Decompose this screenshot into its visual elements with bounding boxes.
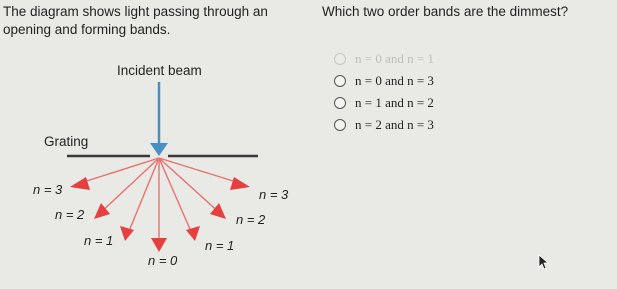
question-text: The diagram shows light passing through an opening and forming bands. bbox=[3, 4, 268, 37]
ray-left-1 bbox=[127, 158, 159, 236]
arrowhead-left-3 bbox=[70, 177, 90, 190]
ray-left-2 bbox=[98, 158, 159, 215]
grating-label: Grating bbox=[44, 134, 89, 149]
option-n2-n3[interactable] bbox=[334, 114, 434, 136]
answer-options bbox=[334, 48, 434, 136]
arrowhead-right-1 bbox=[186, 226, 200, 241]
option-label: n = 1 and n = 2 bbox=[355, 95, 434, 110]
prompt-text: Which two order bands are the dimmest? bbox=[322, 4, 569, 19]
option-n1-n2[interactable] bbox=[334, 92, 434, 114]
arrowhead-center-0 bbox=[151, 238, 167, 252]
radio-button[interactable] bbox=[334, 97, 346, 109]
order-label-right-2: n = 2 bbox=[236, 212, 266, 227]
option-n0-n3[interactable] bbox=[334, 70, 434, 92]
incident-beam-arrow bbox=[150, 143, 168, 156]
option-label: n = 2 and n = 3 bbox=[355, 117, 434, 132]
order-label-left-2: n = 2 bbox=[55, 207, 85, 222]
option-n0-n1[interactable] bbox=[334, 48, 434, 70]
order-label-left-3: n = 3 bbox=[33, 182, 63, 197]
radio-button[interactable] bbox=[334, 53, 346, 65]
option-label: n = 0 and n = 1 bbox=[355, 51, 434, 66]
order-label-center-0: n = 0 bbox=[148, 253, 178, 268]
radio-button[interactable] bbox=[334, 75, 346, 87]
arrowhead-left-1 bbox=[120, 226, 134, 241]
ray-right-1 bbox=[159, 158, 193, 236]
arrow-pointer-icon bbox=[538, 254, 550, 270]
arrowhead-right-3 bbox=[230, 177, 250, 190]
incident-beam-label: Incident beam bbox=[117, 63, 202, 78]
order-label-right-3: n = 3 bbox=[259, 187, 289, 202]
radio-button[interactable] bbox=[334, 119, 346, 131]
option-label: n = 0 and n = 3 bbox=[355, 73, 434, 88]
ray-right-2 bbox=[159, 158, 222, 215]
order-label-left-1: n = 1 bbox=[84, 233, 114, 248]
order-label-right-1: n = 1 bbox=[205, 238, 235, 253]
